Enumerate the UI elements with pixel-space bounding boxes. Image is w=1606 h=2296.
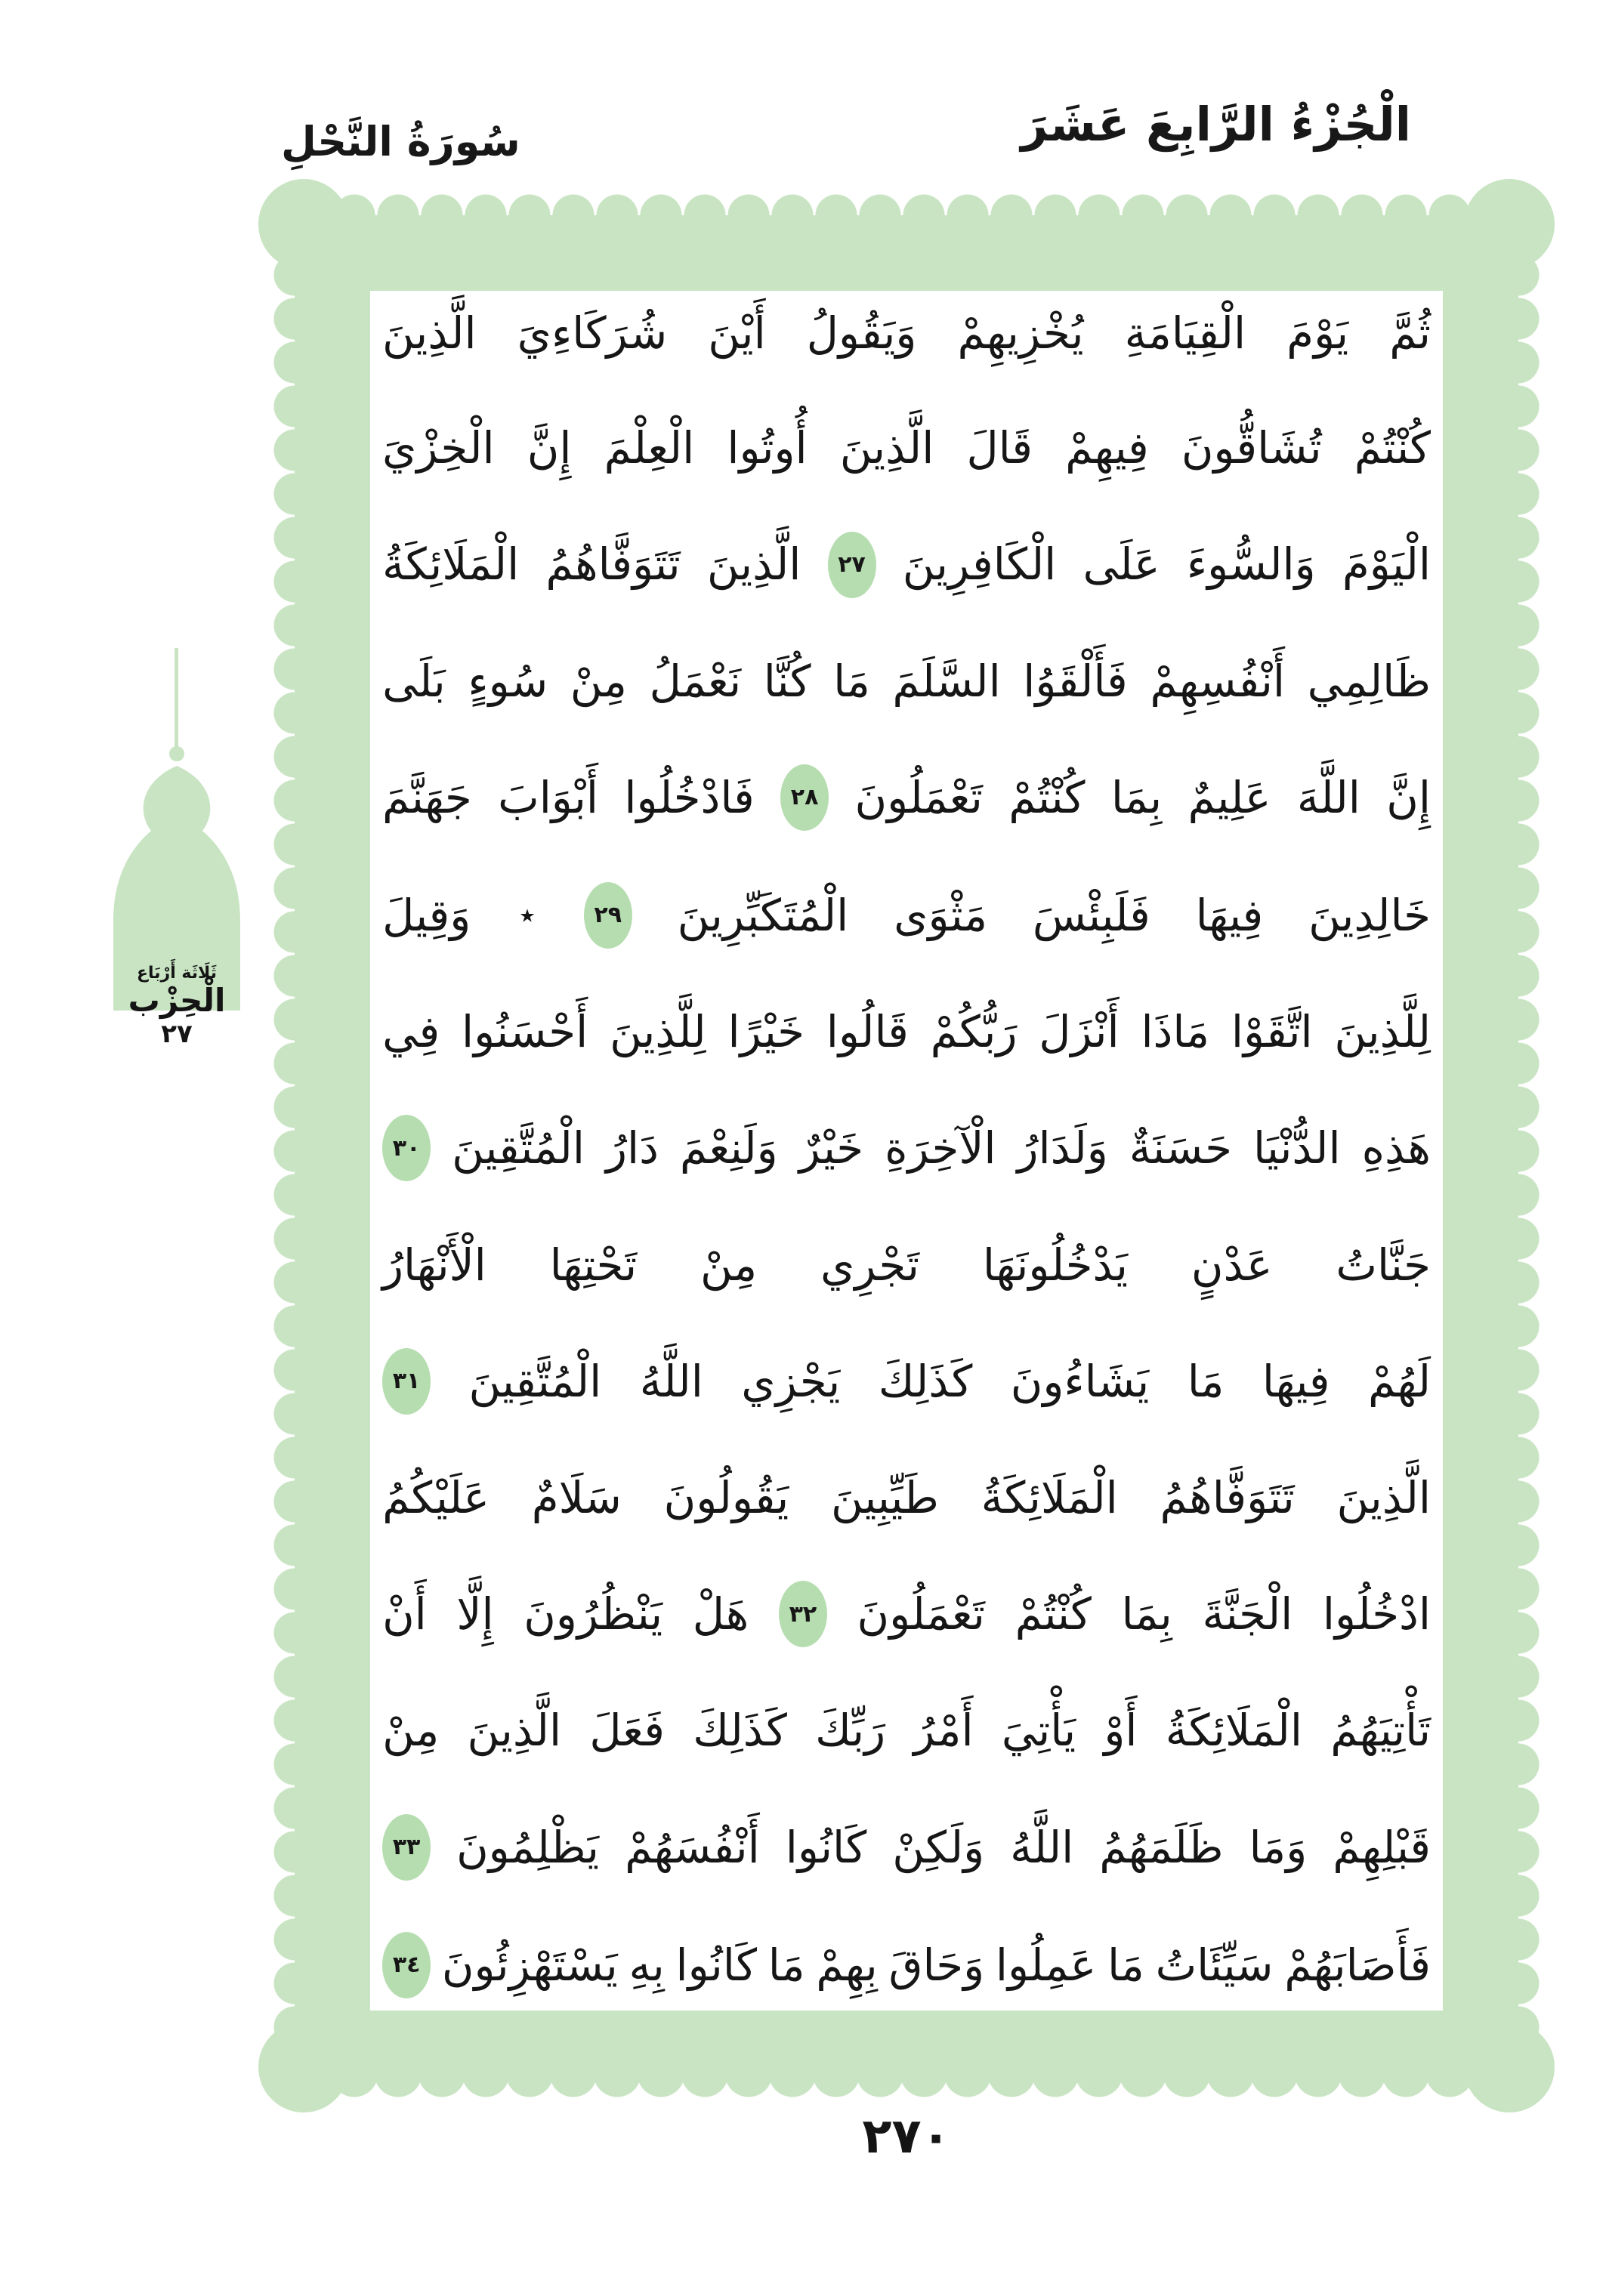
quran-word: شُرَكَاءِيَ bbox=[517, 307, 668, 359]
quran-word: الَّذِينَ bbox=[467, 1705, 562, 1757]
border-scallop-right bbox=[1518, 209, 1541, 2079]
quran-word: ظَلَمَهُمُ bbox=[1099, 1821, 1224, 1873]
quran-word: وَقِيلَ bbox=[382, 890, 471, 942]
quran-word: الَّذِينَ bbox=[839, 422, 934, 474]
quran-word: عَلَى bbox=[1083, 539, 1160, 591]
quran-word: نَعْمَلُ bbox=[649, 655, 742, 707]
quran-word: قَالُوا bbox=[826, 1006, 909, 1058]
quran-word: بَلَى bbox=[382, 655, 446, 707]
border-scallop-left bbox=[272, 209, 295, 2079]
quran-line bbox=[382, 1581, 1431, 1647]
quran-word: أَنْفُسِهِمْ bbox=[1150, 655, 1286, 707]
quran-word: هَلْ bbox=[692, 1588, 749, 1640]
quran-word: الْمَلَائِكَةُ bbox=[382, 539, 520, 591]
quran-word: فَأَلْقَوُا bbox=[1023, 655, 1128, 707]
quran-word: وَلَنِعْمَ bbox=[679, 1122, 778, 1174]
quran-word: الْآخِرَةِ bbox=[885, 1122, 996, 1174]
juz-header: الْجُزْءُ الرَّابِعَ عَشَرَ bbox=[1021, 97, 1411, 152]
quran-word: خَيْرًا bbox=[727, 1006, 805, 1058]
quran-line bbox=[382, 1000, 1431, 1063]
border-corner-bottom-right bbox=[1464, 2022, 1555, 2112]
quran-word: مَا bbox=[1187, 1355, 1225, 1407]
quran-word: بِمَا bbox=[1110, 771, 1163, 823]
quran-word: أَنْ bbox=[382, 1588, 427, 1640]
quran-word: اللَّهُ bbox=[1010, 1821, 1074, 1873]
quran-line bbox=[382, 1348, 1431, 1415]
quran-line bbox=[382, 1699, 1431, 1762]
quran-word: الْقِيَامَةِ bbox=[1124, 307, 1246, 359]
quran-word: بِمَا bbox=[1121, 1588, 1172, 1640]
quran-word: كُنْتُمْ bbox=[1008, 771, 1086, 823]
hizb-marker-text bbox=[95, 964, 258, 1050]
quran-line bbox=[382, 1932, 1431, 1998]
quran-word: عَلَيْكُمُ bbox=[382, 1472, 490, 1524]
quran-line bbox=[382, 650, 1431, 713]
quran-word: عَمِلُوا bbox=[995, 1939, 1097, 1991]
quran-word: فِيهَا bbox=[1262, 1355, 1330, 1407]
quran-word: الْمُتَكَبِّرِينَ bbox=[677, 890, 849, 942]
quran-word: الْمُتَّقِينَ bbox=[468, 1355, 602, 1407]
verse-number-badge: ٢٧ bbox=[828, 532, 876, 598]
border-corner-top-right bbox=[1464, 179, 1555, 270]
surah-header: سُورَةُ النَّحْلِ bbox=[281, 118, 520, 165]
quran-word: كَانُوا bbox=[675, 1939, 758, 1991]
quran-word: اللَّهَ bbox=[1296, 771, 1360, 823]
quran-word: تَتَوَفَّاهُمُ bbox=[1160, 1472, 1295, 1524]
quran-line bbox=[382, 301, 1431, 365]
quran-word: اللَّهُ bbox=[639, 1355, 703, 1407]
quran-word: الْعِلْمَ bbox=[604, 422, 695, 474]
quran-word: فِي bbox=[382, 1006, 440, 1058]
quran-word: جَهَنَّمَ bbox=[382, 771, 472, 823]
quran-word: الَّذِينَ bbox=[1336, 1472, 1431, 1524]
verse-number-badge: ٣٠ bbox=[382, 1115, 431, 1181]
quran-word: الْيَوْمَ bbox=[1342, 539, 1431, 591]
quran-line bbox=[382, 532, 1431, 598]
quran-word: رَبُّكُمْ bbox=[930, 1006, 1018, 1058]
quran-word: يَنْظُرُونَ bbox=[523, 1588, 663, 1640]
quran-word: الْخِزْيَ bbox=[382, 422, 495, 474]
quran-word: إِنَّ bbox=[1386, 771, 1431, 823]
quran-word: أَمْرُ bbox=[913, 1705, 974, 1757]
quran-word: خَالِدِينَ bbox=[1308, 890, 1431, 942]
quran-word: أُوتُوا bbox=[727, 422, 808, 474]
quran-word: الْمَلَائِكَةُ bbox=[981, 1472, 1118, 1524]
quran-word: يَشَاءُونَ bbox=[1010, 1355, 1150, 1407]
rub-el-hizb-star-icon: ٭ bbox=[519, 898, 536, 934]
quran-word: قَبْلِهِمْ bbox=[1333, 1821, 1431, 1873]
quran-word: كَذَلِكَ bbox=[693, 1705, 787, 1757]
quran-word: وَحَاقَ bbox=[888, 1939, 985, 1991]
quran-word: كُنَّا bbox=[763, 655, 811, 707]
quran-word: لِلَّذِينَ bbox=[1334, 1006, 1431, 1058]
verse-number-badge: ٢٩ bbox=[584, 882, 632, 949]
quran-word: سَلَامٌ bbox=[531, 1472, 622, 1524]
quran-word: أَحْسَنُوا bbox=[461, 1006, 588, 1058]
quran-word: فِيهَا bbox=[1195, 890, 1264, 942]
quran-lines bbox=[382, 301, 1431, 1998]
quran-word: أَبْوَابَ bbox=[498, 771, 599, 823]
quran-word: قَالَ bbox=[966, 422, 1033, 474]
quran-word: تَتَوَفَّاهُمُ bbox=[545, 539, 681, 591]
quran-word: مَا bbox=[833, 655, 870, 707]
quran-word: تَحْتِهَا bbox=[549, 1239, 638, 1291]
quran-word: يُخْزِيهِمْ bbox=[957, 307, 1084, 359]
quran-word: فِيهِمْ bbox=[1065, 422, 1149, 474]
quran-word: كَذَلِكَ bbox=[878, 1355, 973, 1407]
quran-word: أَنْزَلَ bbox=[1039, 1006, 1120, 1058]
verse-number-badge: ٣٢ bbox=[779, 1581, 827, 1647]
quran-line bbox=[382, 1233, 1431, 1297]
quran-word: تَعْمَلُونَ bbox=[857, 1588, 985, 1640]
border-scallop-bottom bbox=[289, 2073, 1524, 2099]
quran-word: وَلَكِنْ bbox=[892, 1821, 985, 1873]
quran-word: إِلَّا bbox=[456, 1588, 494, 1640]
quran-word: مِنْ bbox=[700, 1239, 758, 1291]
quran-word: يَوْمَ bbox=[1286, 307, 1349, 359]
quran-word: سُوءٍ bbox=[468, 655, 548, 707]
quran-word: عَلِيمٌ bbox=[1188, 771, 1271, 823]
page-number: ٢٧٠ bbox=[862, 2109, 951, 2165]
quran-word: وَلَدَارُ bbox=[1017, 1122, 1108, 1174]
quran-word: جَنَّاتُ bbox=[1336, 1239, 1431, 1291]
quran-word: يَأْتِيَ bbox=[1001, 1705, 1076, 1757]
border-scallop-top bbox=[289, 193, 1524, 215]
quran-word: الَّذِينَ bbox=[382, 307, 477, 359]
quran-line bbox=[382, 1814, 1431, 1881]
quran-word: السَّلَمَ bbox=[892, 655, 1001, 707]
quran-word: أَيْنَ bbox=[708, 307, 766, 359]
quran-word: ظَالِمِي bbox=[1307, 655, 1431, 707]
quran-word: فَأَصَابَهُمْ bbox=[1284, 1939, 1431, 1991]
hizb-quarters-label: ثَلَاثَة أَرْبَاع bbox=[137, 964, 217, 983]
quran-word: تُشَاقُّونَ bbox=[1181, 422, 1322, 474]
hizb-marker-stem bbox=[174, 648, 178, 748]
quran-word: مَا bbox=[1107, 1939, 1144, 1991]
quran-word: دَارُ bbox=[605, 1122, 659, 1174]
quran-word: ادْخُلُوا bbox=[1322, 1588, 1431, 1640]
hizb-title-label: الْحِزْب bbox=[128, 982, 226, 1019]
quran-word: هَذِهِ bbox=[1361, 1122, 1431, 1174]
quran-word: خَيْرٌ bbox=[798, 1122, 864, 1174]
quran-word: مَا bbox=[767, 1939, 805, 1991]
quran-word: وَالسُّوءَ bbox=[1186, 539, 1316, 591]
quran-word: الَّذِينَ bbox=[706, 539, 801, 591]
quran-word: الْجَنَّةَ bbox=[1202, 1588, 1293, 1640]
quran-word: الدُّنْيَا bbox=[1253, 1122, 1341, 1174]
border-corner-top-left bbox=[258, 179, 349, 270]
quran-word: مِنْ bbox=[570, 655, 627, 707]
quran-word: اتَّقَوْا bbox=[1231, 1006, 1313, 1058]
quran-word: طَيِّبِينَ bbox=[831, 1472, 939, 1524]
quran-word: بِهِ bbox=[629, 1939, 665, 1991]
border-corner-bottom-left bbox=[258, 2022, 349, 2112]
quran-word: حَسَنَةٌ bbox=[1129, 1122, 1232, 1174]
quran-word: يَسْتَهْزِئُونَ bbox=[441, 1939, 618, 1991]
quran-word: أَنْفُسَهُمْ bbox=[625, 1821, 760, 1873]
text-panel bbox=[370, 291, 1443, 2011]
quran-word: الْمَلَائِكَةُ bbox=[1165, 1705, 1302, 1757]
quran-word: فَادْخُلُوا bbox=[624, 771, 755, 823]
quran-word: يَظْلِمُونَ bbox=[456, 1821, 600, 1873]
quran-word: الْكَافِرِينَ bbox=[902, 539, 1057, 591]
quran-word: بِهِمْ bbox=[816, 1939, 878, 1991]
quran-word: وَيَقُولُ bbox=[806, 307, 917, 359]
ornamental-border-frame bbox=[295, 215, 1518, 2073]
hizb-number-label: ٢٧ bbox=[161, 1019, 193, 1050]
quran-word: كُنْتُمْ bbox=[1015, 1588, 1092, 1640]
quran-line bbox=[382, 764, 1431, 831]
quran-word: مِنْ bbox=[382, 1705, 440, 1757]
verse-number-badge: ٣٤ bbox=[382, 1932, 431, 1998]
quran-word: لَهُمْ bbox=[1367, 1355, 1431, 1407]
quran-word: فَعَلَ bbox=[589, 1705, 665, 1757]
quran-word: كُنْتُمْ bbox=[1354, 422, 1431, 474]
quran-word: كَانُوا bbox=[785, 1821, 867, 1873]
quran-word: فَلَبِئْسَ bbox=[1032, 890, 1150, 942]
quran-word: أَوْ bbox=[1104, 1705, 1138, 1757]
quran-line bbox=[382, 416, 1431, 480]
quran-word: عَدْنٍ bbox=[1191, 1239, 1273, 1291]
quran-word: الْمُتَّقِينَ bbox=[452, 1122, 585, 1174]
quran-word: الْأَنْهَارُ bbox=[382, 1239, 486, 1291]
quran-word: يَدْخُلُونَهَا bbox=[982, 1239, 1129, 1291]
quran-word: تَجْرِي bbox=[820, 1239, 920, 1291]
verse-number-badge: ٣١ bbox=[382, 1348, 431, 1415]
quran-word: وَمَا bbox=[1249, 1821, 1308, 1873]
quran-word: مَثْوَى bbox=[894, 890, 988, 942]
quran-word: لِلَّذِينَ bbox=[610, 1006, 706, 1058]
quran-word: مَاذَا bbox=[1141, 1006, 1210, 1058]
verse-number-badge: ٢٨ bbox=[780, 764, 829, 831]
quran-word: يَقُولُونَ bbox=[663, 1472, 789, 1524]
quran-line bbox=[382, 1466, 1431, 1529]
quran-word: يَجْزِي bbox=[741, 1355, 841, 1407]
quran-word: ثُمَّ bbox=[1389, 307, 1431, 359]
quran-word: تَعْمَلُونَ bbox=[854, 771, 983, 823]
quran-word: رَبِّكَ bbox=[815, 1705, 886, 1757]
quran-line bbox=[382, 1115, 1431, 1181]
quran-line bbox=[382, 882, 1431, 949]
quran-word: تَأْتِيَهُمُ bbox=[1330, 1705, 1431, 1757]
quran-word: سَيِّئَاتُ bbox=[1155, 1939, 1274, 1991]
quran-word: إِنَّ bbox=[527, 422, 572, 474]
verse-number-badge: ٣٣ bbox=[382, 1814, 431, 1881]
hizb-marker bbox=[95, 648, 258, 1050]
